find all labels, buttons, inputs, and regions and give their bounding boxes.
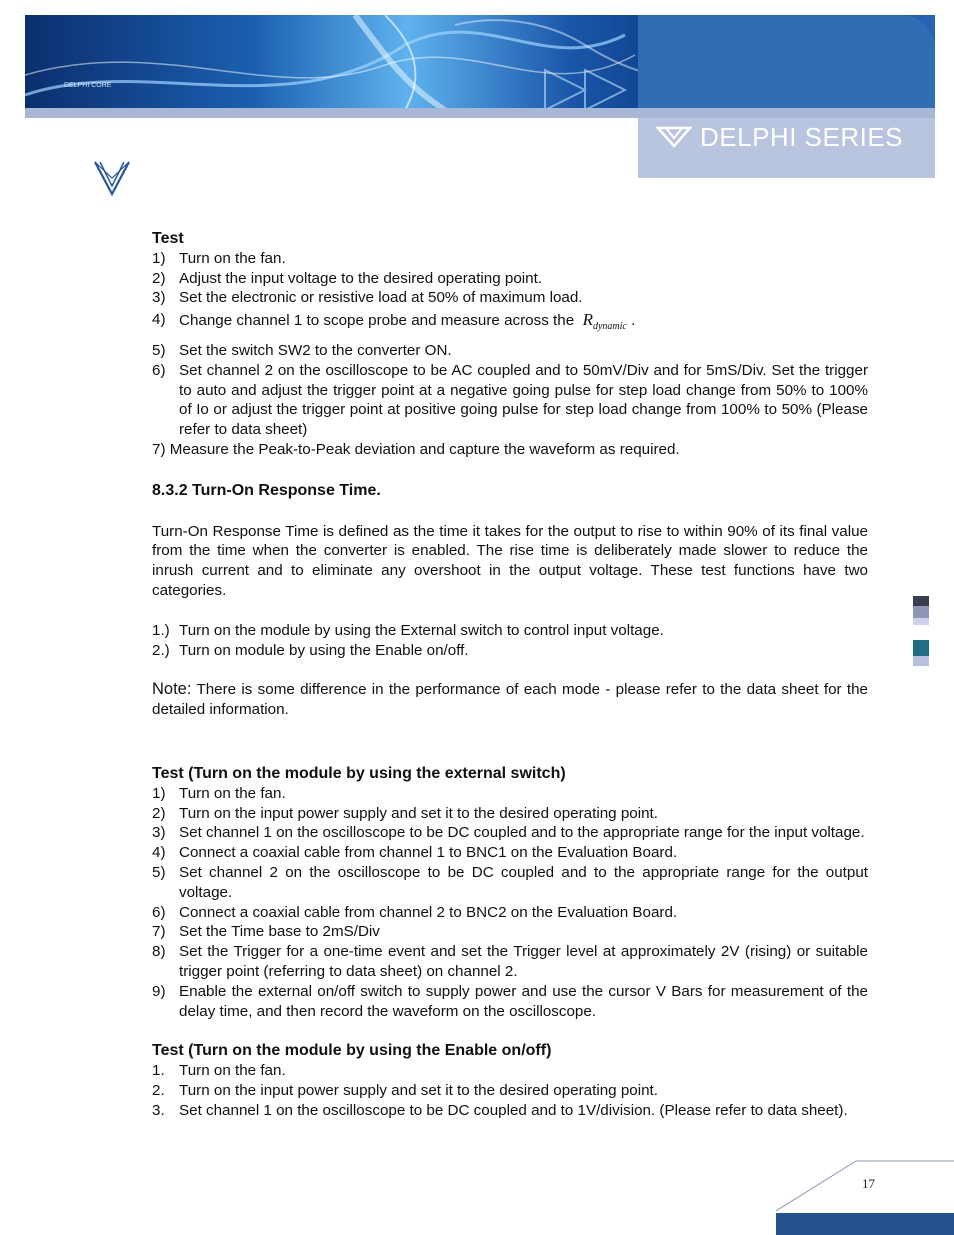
list-item: 4) Change channel 1 to scope probe and measure across the $R_{dynamic}$ . [152, 310, 636, 333]
test-steps-list [152, 249, 868, 440]
r-dynamic-subscript: dynamic [592, 321, 627, 333]
note-label: Note: [152, 680, 192, 699]
list-item: 2) Turn on the input power supply and set it to the desired operating point. [152, 804, 658, 822]
side-tab-dark [913, 596, 929, 606]
list-item: 1. Turn on the fan. [152, 1062, 286, 1080]
header-tiny-label: DELPHI CORE [64, 82, 112, 89]
list-item: 2.) Turn on module by using the Enable on/off. [152, 641, 469, 659]
side-tab-light [913, 618, 929, 625]
list-item: 1) Turn on the fan. [152, 784, 286, 802]
list-item: 7) Set the Time base to 2mS/Div [152, 923, 380, 941]
list-item: 3) Set channel 1 on the oscilloscope to be DC coupled and to the appropriate range for the input voltage. [152, 824, 865, 842]
final-step: 7) Measure the Peak-to-Peak deviation and capture the waveform as required. [152, 440, 680, 458]
delphi-logo-icon [656, 126, 692, 148]
page-content [152, 229, 868, 1120]
side-tab-teal [913, 640, 929, 656]
section-heading: Test (Turn on the module by using the Enable on/off) [152, 1042, 552, 1060]
external-switch-steps-list [152, 784, 868, 1022]
list-item: 3) Set the electronic or resistive load at 50% of maximum load. [152, 289, 583, 307]
header-underline-band [25, 108, 935, 118]
list-item: 9) Enable the external on/off switch to supply power and use the cursor V Bars for measurement of the delay time, and then record the waveform on the oscilloscope. [152, 982, 868, 1020]
category-list [152, 621, 868, 661]
section-heading: Test [152, 230, 184, 247]
list-item: 2. Turn on the input power supply and set it to the desired operating point. [152, 1081, 658, 1099]
list-item: 6) Set channel 2 on the oscilloscope to be AC coupled and to 50mV/Div and for 5mS/Div. Set the trigger to auto and adjust the trigger point at a negative going pulse for step load change from 50% to 100% of Io or adjust the trigger point at positive going pulse for step load change from 100% to 50% (Please refer to data sheet) [152, 361, 868, 439]
list-item: 6) Connect a coaxial cable from channel 2 to BNC2 on the Evaluation Board. [152, 903, 678, 921]
footer-bar [776, 1213, 954, 1235]
brand-title: DELPHI SERIES [700, 122, 904, 152]
enable-steps-list [152, 1061, 868, 1120]
list-item: 5) Set channel 2 on the oscilloscope to be DC coupled and to the appropriate range for the output voltage. [152, 863, 868, 901]
note-paragraph: Note: There is some difference in the performance of each mode - please refer to the data sheet for the detailed information. [152, 680, 868, 719]
list-item: 1.) Turn on the module by using the External switch to control input voltage. [152, 621, 664, 639]
header-right-panel [638, 15, 935, 110]
r-dynamic-symbol: R [582, 310, 593, 330]
side-tab-light-2 [913, 656, 929, 666]
list-item: 1) Turn on the fan. [152, 249, 286, 267]
delta-v-logo-icon [94, 160, 130, 196]
page-number: 17 [862, 1176, 875, 1191]
list-item: 3. Set channel 1 on the oscilloscope to be DC coupled and to 1V/division. (Please refer to data sheet). [152, 1101, 848, 1119]
definition-paragraph: Turn-On Response Time is defined as the time it takes for the output to rise to within 90% of its final value from the time when the converter is enabled. The rise time is deliberately made slower to reduce the inrush current and to eliminate any overshoot in the output voltage. These test functions have two categories. [152, 522, 868, 599]
section-heading: 8.3.2 Turn-On Response Time. [152, 481, 381, 499]
list-item: 5) Set the switch SW2 to the converter ON. [152, 341, 452, 359]
section-heading: Test (Turn on the module by using the external switch) [152, 764, 566, 782]
list-item: 8) Set the Trigger for a one-time event and set the Trigger level at approximately 2V (rising) or suitable trigger point (referring to data sheet) on channel 2. [152, 943, 868, 980]
list-item: 4) Connect a coaxial cable from channel 1 to BNC1 on the Evaluation Board. [152, 844, 678, 862]
list-item: 2) Adjust the input voltage to the desired operating point. [152, 269, 543, 287]
side-tab-mid [913, 606, 929, 618]
